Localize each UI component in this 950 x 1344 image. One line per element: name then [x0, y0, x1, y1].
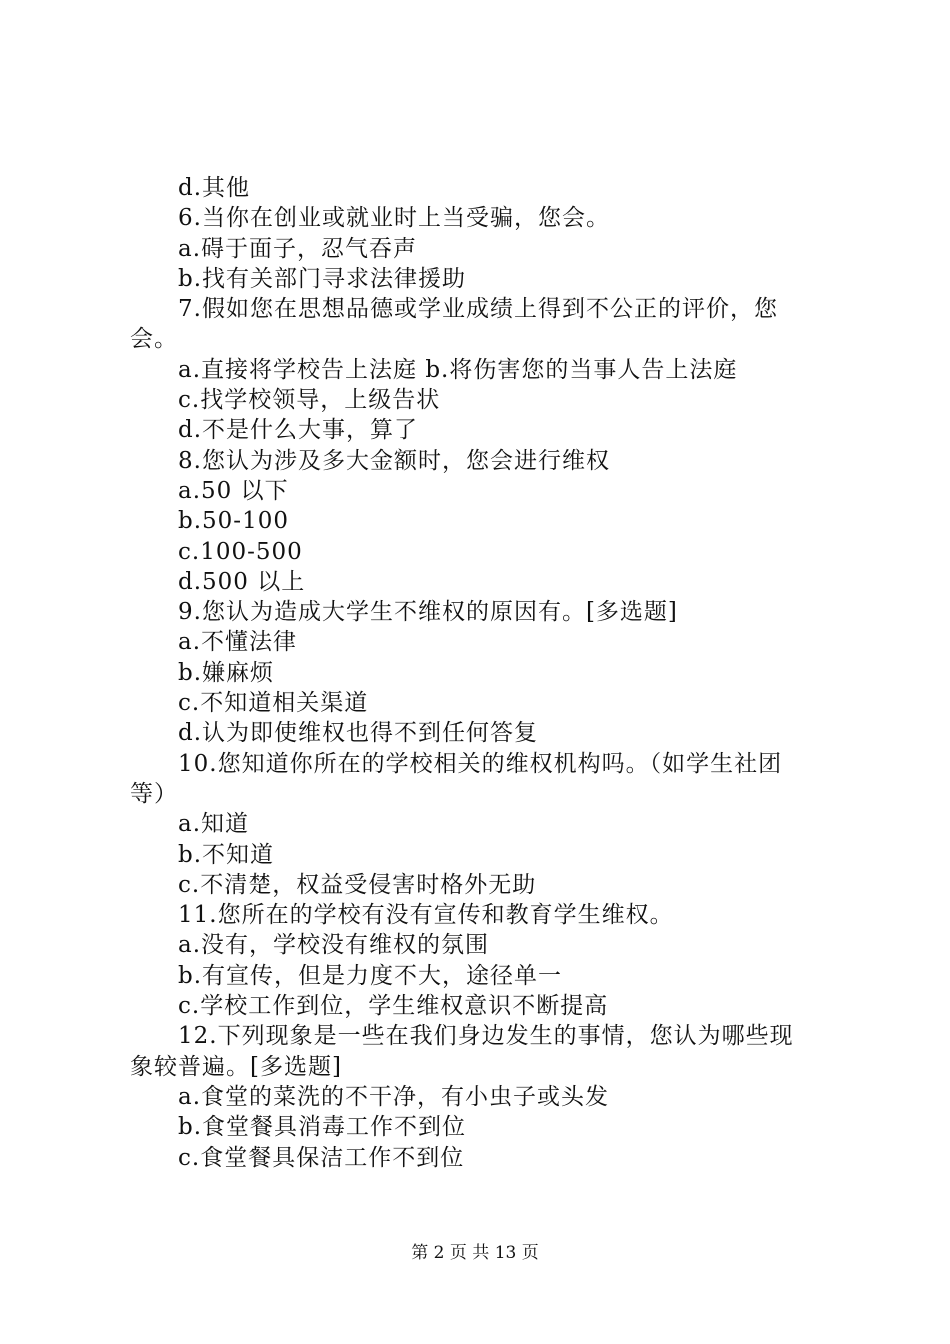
text-line: 6.当你在创业或就业时上当受骗，您会。	[178, 205, 610, 232]
text-line: b.不知道	[178, 841, 275, 868]
text-line: a.没有，学校没有维权的氛围	[178, 932, 490, 959]
text-line: 10.您知道你所在的学校相关的维权机构吗。（如学生社团	[178, 750, 783, 777]
text-line: b.食堂餐具消毒工作不到位	[178, 1114, 467, 1141]
text-line: d.500 以上	[178, 568, 306, 595]
text-line: c.找学校领导，上级告状	[178, 387, 441, 414]
text-line: 等）	[130, 780, 178, 807]
text-line: a.知道	[178, 811, 250, 838]
text-line: a.不懂法律	[178, 629, 298, 656]
text-line: b.找有关部门寻求法律援助	[178, 265, 467, 292]
text-line: 12.下列现象是一些在我们身边发生的事情，您认为哪些现	[178, 1023, 794, 1050]
text-line: 9.您认为造成大学生不维权的原因有。[多选题]	[178, 599, 678, 626]
text-line: c.食堂餐具保洁工作不到位	[178, 1144, 465, 1171]
text-line: 11.您所在的学校有没有宣传和教育学生维权。	[178, 902, 674, 929]
document-body	[130, 173, 834, 1173]
text-line: 象较普遍。[多选题]	[130, 1053, 342, 1080]
text-line: a.碍于面子，忍气吞声	[178, 235, 418, 262]
text-line: b.50-100	[178, 508, 289, 535]
text-line: b.嫌麻烦	[178, 659, 275, 686]
text-line: d.不是什么大事，算了	[178, 417, 419, 444]
text-line: 会。	[130, 326, 178, 353]
text-line: 7.假如您在思想品德或学业成绩上得到不公正的评价，您	[178, 296, 778, 323]
text-line: a.食堂的菜洗的不干净，有小虫子或头发	[178, 1083, 610, 1110]
text-line: 8.您认为涉及多大金额时，您会进行维权	[178, 447, 610, 474]
text-line: c.不清楚，权益受侵害时格外无助	[178, 871, 537, 898]
text-line: c.100-500	[178, 538, 303, 565]
text-line: a.50 以下	[178, 477, 289, 504]
text-line: a.直接将学校告上法庭 b.将伤害您的当事人告上法庭	[178, 356, 738, 383]
text-line: b.有宣传，但是力度不大，途径单一	[178, 962, 563, 989]
text-line: c.不知道相关渠道	[178, 690, 369, 717]
page-footer: 第 2 页 共 13 页	[411, 1243, 539, 1263]
text-line: d.认为即使维权也得不到任何答复	[178, 720, 539, 747]
text-line: c.学校工作到位，学生维权意识不断提高	[178, 993, 609, 1020]
text-line: d.其他	[178, 175, 251, 201]
